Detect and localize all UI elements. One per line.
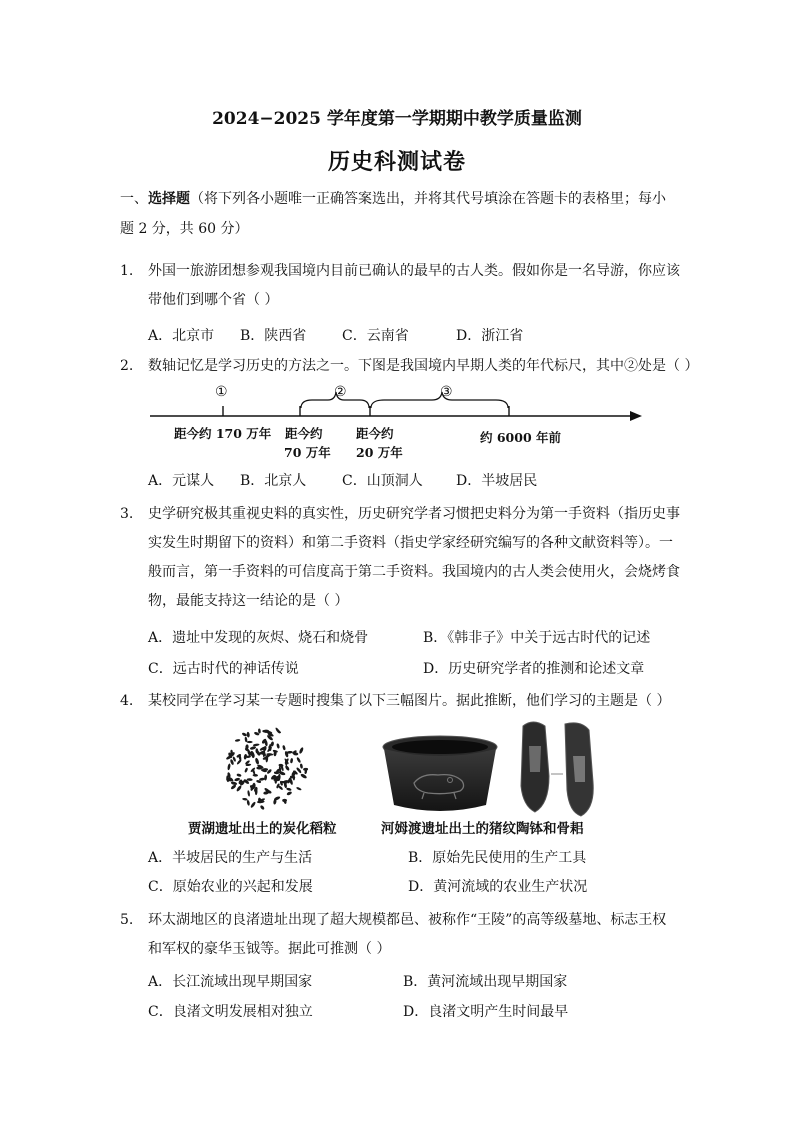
question-number: 3. [120,506,134,522]
options-q2 [148,467,708,495]
option-d[interactable]: D．历史研究学者的推测和论述文章 [423,661,645,677]
section-heading: 选择题 [148,191,190,207]
option-b[interactable]: B．原始先民使用的生产工具 [408,850,587,866]
caption-bowl-spade: 河姆渡遗址出土的猪纹陶钵和骨耜 [381,821,584,837]
timeline-label: 距今约 [356,426,394,441]
options-q5-row1 [148,968,708,996]
question-line: 数轴记忆是学习历史的方法之一。下图是我国境内早期人类的年代标尺，其中②处是（ ） [148,358,699,374]
exam-subtitle: 历史科测试卷 [327,149,466,175]
question-5 [120,906,695,964]
options-q1 [148,322,708,350]
question-line: 实发生时期留下的资料）和第二手资料（指史学家经研究编写的各种文献资料等）。一 [148,535,673,551]
section-instruction-1: （将下列各小题唯一正确答案选出，并将其代号填涂在答题卡的表格里；每小 [190,191,666,207]
question-line: 外国一旅游团想参观我国境内目前已确认的最早的古人类。假如你是一名导游，你应该 [148,263,680,279]
option-c[interactable]: C．原始农业的兴起和发展 [148,879,313,895]
carbonized-rice-image [223,725,309,811]
option-d[interactable]: D．良渚文明产生时间最早 [403,1004,569,1020]
options-q5-row2 [148,998,708,1026]
section-label: 一、 [120,191,148,207]
question-line: 某校同学在学习某一专题时搜集了以下三幅图片。据此推断，他们学习的主题是（ ） [148,693,671,709]
option-b[interactable]: B．北京人 [240,473,307,489]
question-1 [120,257,695,315]
option-b[interactable]: B．黄河流域出现早期国家 [403,974,568,990]
option-b[interactable]: B．陕西省 [240,328,307,344]
option-d[interactable]: D．黄河流域的农业生产状况 [408,879,588,895]
option-a[interactable]: A．遗址中发现的灰烬、烧石和烧骨 [148,630,369,646]
question-line: 般而言，第一手资料的可信度高于第二手资料。我国境内的古人类会使用火，会烧烤食 [148,564,680,580]
bone-spade-image [515,716,605,826]
option-a[interactable]: A．元谋人 [148,473,215,489]
timeline-label: 距今约 [285,426,323,441]
exam-title: 2024−2025 学年度第一学期期中教学质量监测 [212,109,582,129]
option-a[interactable]: A．半坡居民的生产与生活 [148,850,313,866]
question-3 [120,500,695,616]
question-line: 环太湖地区的良渚遗址出现了超大规模都邑、被称作“王陵”的高等级墓地、标志王权 [148,912,667,928]
option-c[interactable]: C．远古时代的神话传说 [148,661,299,677]
options-q4-row2 [148,873,708,901]
question-line: 史学研究极其重视史料的真实性，历史研究学者习惯把史料分为第一手资料（指历史事 [148,506,680,522]
marker-2: ② [334,384,347,400]
option-c[interactable]: C．良渚文明发展相对独立 [148,1004,313,1020]
question-line: 和军权的豪华玉钺等。据此可推测（ ） [148,941,391,957]
option-a[interactable]: A．长江流域出现早期国家 [148,974,313,990]
marker-1: ① [215,384,228,400]
timeline-label: 70 万年 [284,445,331,460]
question-line: 物，最能支持这一结论的是（ ） [148,593,349,609]
question-number: 2. [120,358,134,374]
options-q4-row1 [148,844,708,872]
timeline-label: 约 6000 年前 [480,430,561,445]
question-line: 带他们到哪个省（ ） [148,292,279,308]
pig-pattern-bowl-image [380,733,500,819]
question-4 [120,687,695,716]
option-b[interactable]: B．《韩非子》中关于远古时代的记述 [423,630,651,646]
timeline-label: 20 万年 [356,445,403,460]
option-c[interactable]: C．云南省 [342,328,409,344]
options-q3-row2 [148,655,708,683]
timeline-label: 距今约 170 万年 [174,426,272,441]
marker-3: ③ [440,384,453,400]
section-instruction-2: 题 2 分，共 60 分） [120,221,249,237]
question-2 [120,352,699,381]
option-c[interactable]: C．山顶洞人 [342,473,423,489]
option-a[interactable]: A．北京市 [148,328,215,344]
question-number: 4. [120,693,134,709]
caption-rice: 贾湖遗址出土的炭化稻粒 [188,821,337,837]
options-q3-row1 [148,624,708,652]
option-d[interactable]: D．半坡居民 [456,473,538,489]
question-number: 1. [120,263,134,279]
section-header [120,184,695,244]
question-number: 5. [120,912,134,928]
option-d[interactable]: D．浙江省 [456,328,524,344]
